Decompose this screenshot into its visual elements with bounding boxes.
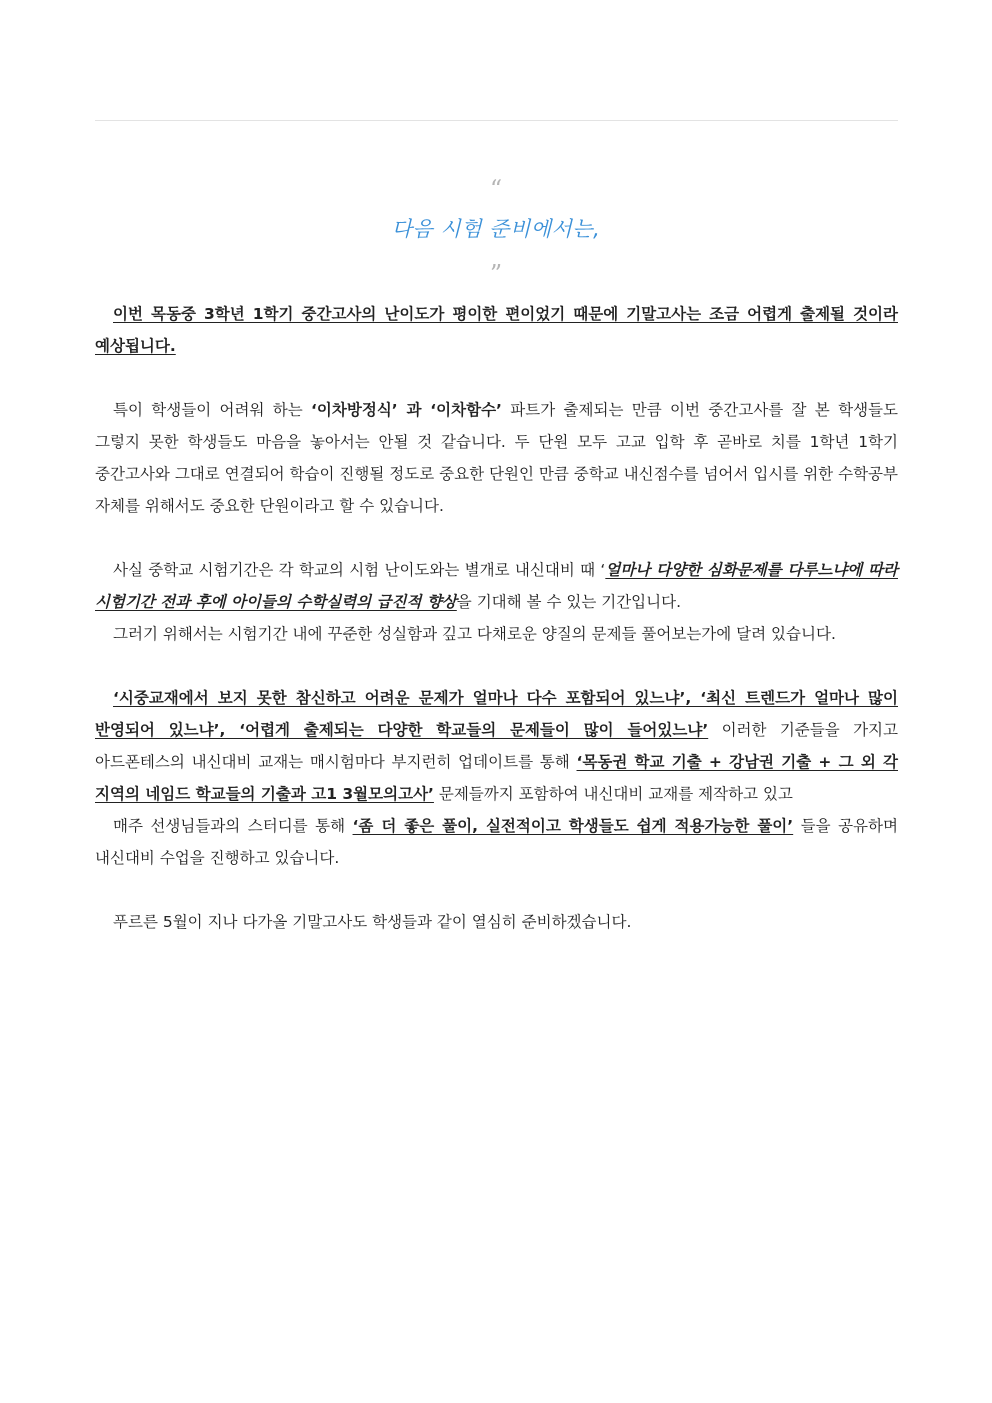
units-text-1: 특이 학생들이 어려워 하는	[113, 401, 312, 419]
textbook-text-1: 이러한 기준들을 가지고 아드폰테스의 내신대비 교재는 매시험마다 부지런히 업데이트를 통해	[95, 721, 898, 771]
open-quote-icon: “	[489, 175, 503, 203]
paragraph-units	[95, 394, 898, 522]
paragraph-textbook	[95, 682, 898, 810]
textbook-text-2: 문제들까지 포함하여 내신대비 교재를 제작하고 있고	[433, 785, 793, 803]
paragraph-intro	[95, 298, 898, 362]
section-heading: 다음 시험 준비에서는,	[391, 217, 601, 241]
study-emphasis: ‘좀 더 좋은 풀이, 실전적이고 학생들도 쉽게 적용가능한 풀이’	[352, 817, 794, 835]
intro-emphasis: 이번 목동중 3학년 1학기 중간고사의 난이도가 평이한 편이었기 때문에 기말고사는 조금 어렵게 출제될 것이라 예상됩니다.	[95, 305, 898, 355]
paragraph-diligence: 그러기 위해서는 시험기간 내에 꾸준한 성실함과 깊고 다채로운 양질의 문제들 풀어보는가에 달려 있습니다.	[113, 625, 836, 643]
paragraph-study	[95, 810, 898, 874]
paragraph-closing: 푸르른 5월이 지나 다가올 기말고사도 학생들과 같이 열심히 준비하겠습니다.	[113, 913, 632, 931]
top-divider	[95, 120, 898, 121]
units-emphasis: ‘이차방정식’ 과 ‘이차함수’	[311, 401, 502, 419]
article-body	[95, 298, 898, 938]
exam-period-text-2: 을 기대해 볼 수 있는 기간입니다.	[456, 593, 682, 611]
close-quote-icon: ”	[489, 260, 503, 288]
exam-period-emphasis: 얼마나 다양한 심화문제를 다루느냐에 따라 시험기간 전과 후에 아이들의 수학실력의 급진적 향상	[95, 561, 898, 611]
paragraph-exam-period	[95, 554, 898, 618]
textbook-criteria-emphasis: ‘시중교재에서 보지 못한 참신하고 어려운 문제가 얼마나 다수 포함되어 있느냐’, ‘최신 트렌드가 얼마나 많이 반영되어 있느냐’, ‘어렵게 출제되는 다양한 학교들의 문제들이 많이 들어있느냐’	[95, 689, 898, 739]
study-text-1: 매주 선생님들과의 스터디를 통해	[113, 817, 353, 835]
study-text-2: 들을 공유하며 내신대비 수업을 진행하고 있습니다.	[95, 817, 898, 867]
units-text-2: 파트가 출제되는 만큼 이번 중간고사를 잘 본 학생들도 그렇지 못한 학생들도 마음을 놓아서는 안될 것 같습니다. 두 단원 모두 고교 입학 후 곧바로 치를 1학년 1학기 중간고사와 그대로 연결되어 학습이 진행될 정도로 중요한 단원인 만큼 중학교 내신점수를 넘어서 입시를 위한 수학공부 자체를 위해서도 중요한 단원이라고 할 수 있습니다.	[95, 401, 899, 515]
exam-period-text-1: 사실 중학교 시험기간은 각 학교의 시험 난이도와는 별개로 내신대비 때 ‘	[113, 561, 606, 579]
textbook-sources-emphasis: ‘목동권 학교 기출 + 강남권 기출 + 그 외 각 지역의 네임드 학교들의 기출과 고1 3월모의고사’	[95, 753, 898, 803]
